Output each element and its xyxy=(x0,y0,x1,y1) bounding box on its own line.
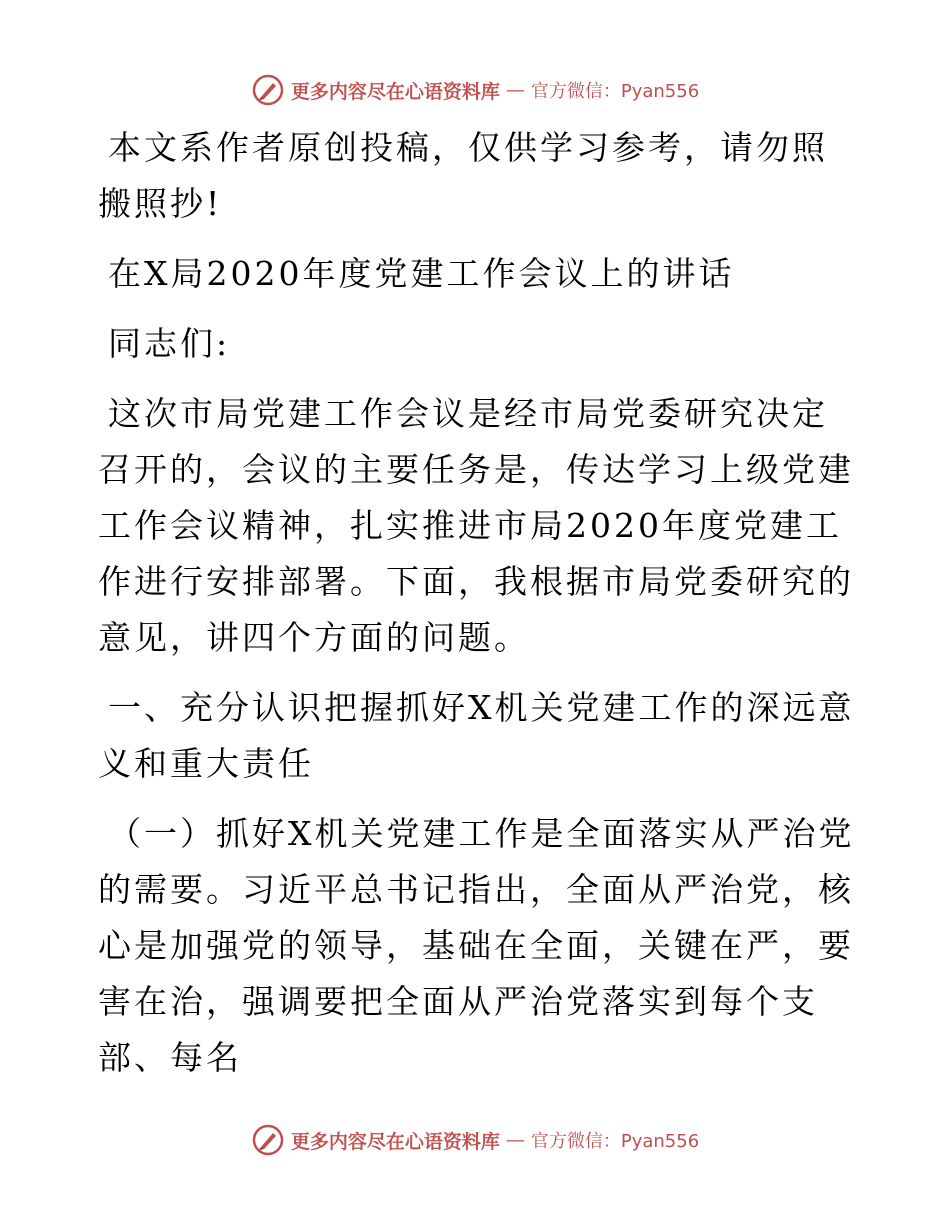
intro-paragraph: 这次市局党建工作会议是经市局党委研究决定召开的，会议的主要任务是，传达学习上级党建工作会议精神，扎实推进市局2020年度党建工作进行安排部署。下面，我根据市局党委研究的意见，讲四个方面的问题。 xyxy=(98,394,854,657)
greeting-paragraph: 同志们: xyxy=(108,324,231,363)
document-body xyxy=(98,120,858,1100)
document-title: 在X局2020年度党建工作会议上的讲话 xyxy=(108,254,735,293)
watermark-dash: — xyxy=(505,1129,525,1151)
watermark-main-text: 更多内容尽在心语资料库 xyxy=(290,80,500,103)
watermark-main-text: 更多内容尽在心语资料库 xyxy=(290,1130,500,1153)
watermark-wechat-text: 官方微信：Pyan556 xyxy=(530,81,700,102)
pen-circle-logo-icon xyxy=(251,73,285,107)
notice-paragraph: 本文系作者原创投稿，仅供学习参考，请勿照搬照抄! xyxy=(98,128,828,223)
section-heading: 一、充分认识把握抓好X机关党建工作的深远意义和重大责任 xyxy=(98,688,855,783)
footer-watermark xyxy=(0,1120,950,1160)
watermark-wechat-text: 官方微信：Pyan556 xyxy=(530,1131,700,1152)
pen-circle-logo-icon xyxy=(251,1123,285,1157)
header-watermark xyxy=(0,70,950,110)
watermark-dash: — xyxy=(505,79,525,101)
subsection-paragraph: （一）抓好X机关党建工作是全面落实从严治党的需要。习近平总书记指出，全面从严治党，核心是加强党的领导，基础在全面，关键在严，要害在治，强调要把全面从严治党落实到每个支部、每名 xyxy=(98,814,855,1077)
